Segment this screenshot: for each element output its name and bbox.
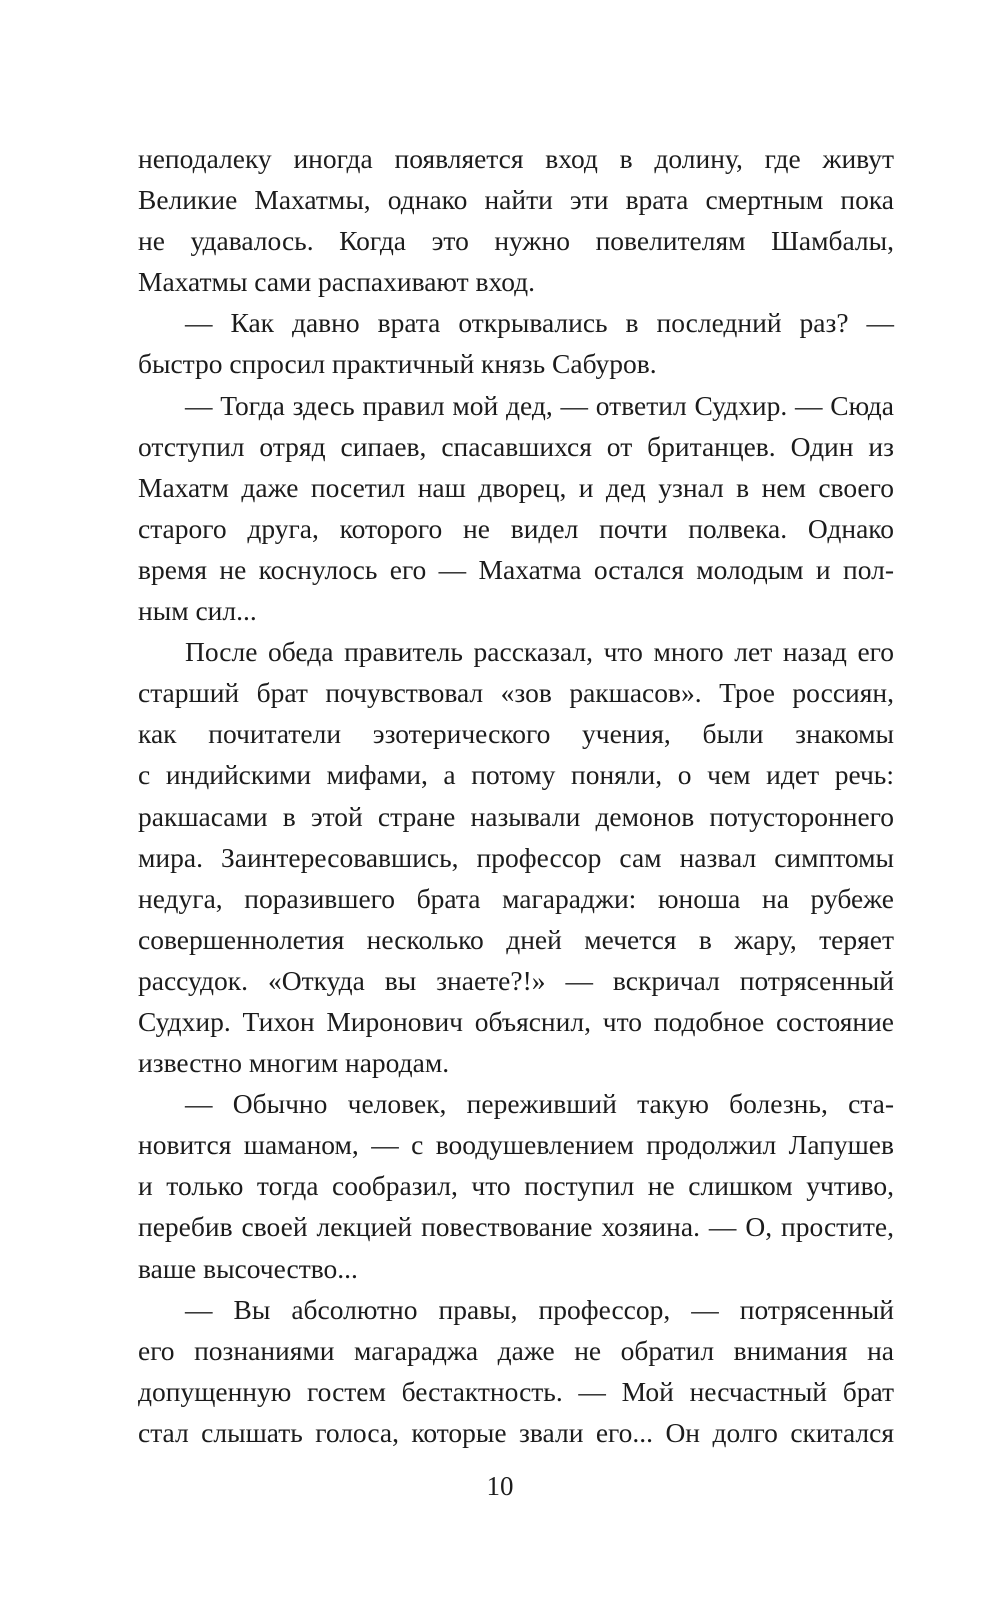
- text-line: известно многим народам.: [138, 1047, 450, 1079]
- text-line: совершеннолетия несколько дней мечется в жару, теряет: [138, 923, 894, 955]
- text-line: Великие Махатмы, однако найти эти врата смертным пока: [138, 184, 894, 216]
- page-number: 10: [486, 1471, 514, 1501]
- text-line: ваше высочество...: [138, 1252, 358, 1284]
- text-line: недуга, поразившего брата магараджи: юноша на рубеже: [138, 882, 894, 914]
- text-line: — Как давно врата открывались в последний раз? —: [185, 307, 894, 339]
- text-line: Махатм даже посетил наш дворец, и дед узнал в нем своего: [138, 471, 894, 503]
- text-line: мира. Заинтересовавшись, профессор сам назвал симптомы: [138, 841, 894, 873]
- text-line: старого друга, которого не видел почти полвека. Однако: [138, 512, 894, 544]
- paragraph: [138, 302, 894, 384]
- text-line: ракшасами в этой стране называли демонов потустороннего: [138, 800, 894, 832]
- paragraph: [138, 1289, 894, 1453]
- text-line: не удавалось. Когда это нужно повелителям Шамбалы,: [138, 225, 894, 257]
- text-line: быстро спросил практичный князь Сабуров.: [138, 348, 657, 380]
- text-line: После обеда правитель рассказал, что много лет назад его: [185, 636, 894, 668]
- text-line: — Обычно человек, переживший такую болезнь, ста-: [185, 1088, 894, 1120]
- text-line: Судхир. Тихон Миронович объяснил, что подобное состояние: [138, 1005, 894, 1037]
- paragraph: [138, 138, 894, 302]
- text-line: Махатмы сами распахивают вход.: [138, 266, 536, 298]
- text-line: рассудок. «Откуда вы знаете?!» — вскричал потрясенный: [138, 964, 894, 996]
- paragraph: [138, 385, 894, 632]
- text-line: новится шаманом, — с воодушевлением продолжил Лапушев: [138, 1129, 894, 1161]
- text-line: время не коснулось его — Махатма остался молодым и пол-: [138, 553, 894, 585]
- text-line: с индийскими мифами, а потому поняли, о чем идет речь:: [138, 759, 894, 791]
- text-line: как почитатели эзотерического учения, были знакомы: [138, 718, 894, 750]
- text-line: отступил отряд сипаев, спасавшихся от британцев. Один из: [138, 430, 894, 462]
- paragraph: [138, 631, 894, 1083]
- body-text: [138, 138, 894, 1453]
- text-line: — Тогда здесь правил мой дед, — ответил Судхир. — Сюда: [185, 389, 894, 421]
- text-line: и только тогда сообразил, что поступил не слишком учтиво,: [138, 1170, 894, 1202]
- text-line: ным сил...: [138, 595, 257, 627]
- text-line: перебив своей лекцией повествование хозяина. — О, простите,: [138, 1211, 894, 1243]
- paragraph: [138, 1083, 894, 1288]
- text-line: — Вы абсолютно правы, профессор, — потрясенный: [185, 1293, 894, 1325]
- text-line: старший брат почувствовал «зов ракшасов». Трое россиян,: [138, 677, 894, 709]
- text-line: его познаниями магараджа даже не обратил внимания на: [138, 1334, 894, 1366]
- text-line: стал слышать голоса, которые звали его... Он долго скитался: [138, 1416, 894, 1448]
- text-line: допущенную гостем бестактность. — Мой несчастный брат: [138, 1375, 894, 1407]
- text-line: неподалеку иногда появляется вход в долину, где живут: [138, 143, 894, 174]
